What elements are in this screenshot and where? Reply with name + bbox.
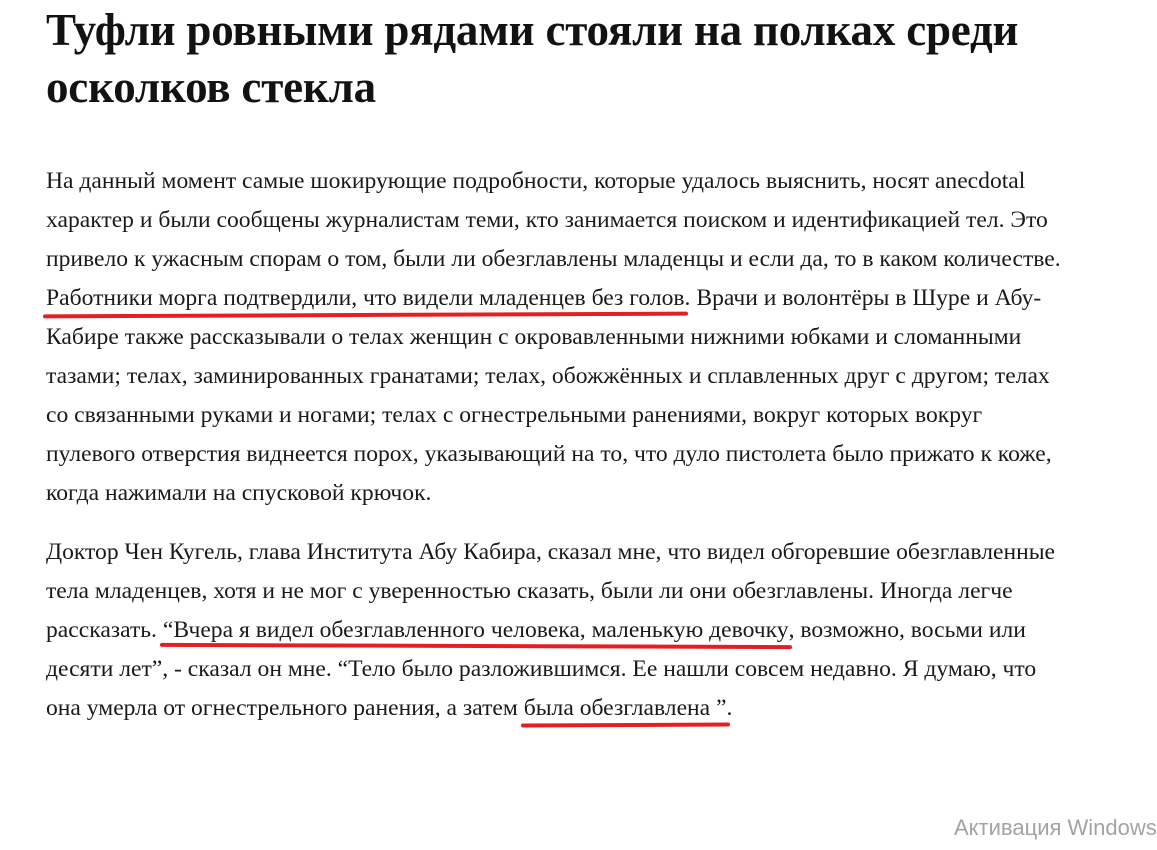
article bbox=[46, 0, 1066, 728]
article-headline: Туфли ровными рядами стояли на полках среди осколков стекла bbox=[46, 5, 1019, 112]
paragraph-2-text-continued: , возможно, восьми или десяти лет”, - сказал он мне. “Тело было разложившимся. Ее нашли совсем недавно. Я думаю, что она умерла от огнестрельного ранения, а затем bbox=[46, 617, 1037, 721]
article-paragraph-1 bbox=[46, 162, 1066, 513]
paragraph-2-text: Доктор Чен Кугель, глава Института Абу Кабира, сказал мне, что видел обгоревшие обезглавленные тела младенцев, хотя и не мог с уверенностью сказать, были ли они обезглавлены. Иногда легче рассказать. bbox=[46, 539, 1056, 643]
paragraph-1-text: На данный момент самые шокирующие подробности, которые удалось выяснить, носят anecdotal характер и были сообщены журналистам теми, кто занимается поиском и идентификацией тел. Это привело к ужасным спорам о том, были ли обезглавлены младенцы и если да, то в каком количестве. bbox=[46, 168, 1061, 272]
windows-activation-watermark: Активация Windows bbox=[954, 815, 1157, 840]
highlighted-quote-morgue: Работники морга подтвердили, что видели младенцев без голов bbox=[46, 285, 685, 311]
highlighted-quote-beheaded: была обезглавлена ” bbox=[523, 695, 727, 721]
paragraph-1-text-continued: . Врачи и волонтёры в Шуре и Абу-Кабире также рассказывали о телах женщин с окровавленными нижними юбками и сломанными тазами; телах, заминированных гранатами; телах, обожжённых и сплавленных друг с другом; телах со связанными руками и ногами; телах с огнестрельными ранениями, вокруг которых вокруг пулевого отверстия виднеется порох, указывающий на то, что дуло пистолета было прижато к коже, когда нажимали на спусковой крючок. bbox=[46, 285, 1052, 506]
paragraph-2-text-end: . bbox=[726, 695, 733, 721]
highlighted-quote-girl: “Вчера я видел обезглавленного человека, маленькую девочку bbox=[162, 617, 789, 643]
article-paragraph-2 bbox=[46, 533, 1066, 728]
